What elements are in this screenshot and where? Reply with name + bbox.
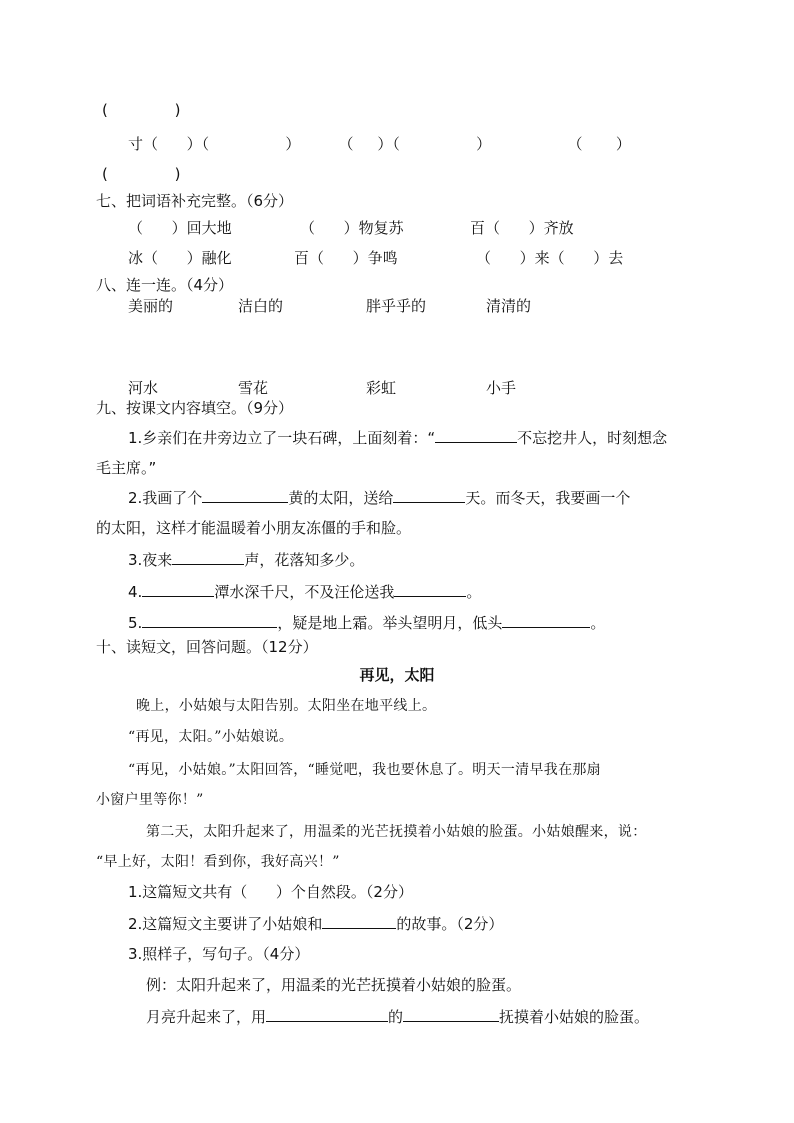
- fill-blank[interactable]: [322, 914, 396, 929]
- q9-sentence-1-cont: 毛主席。”: [96, 459, 157, 477]
- imitate-sentence: [146, 1007, 649, 1027]
- fill-blank[interactable]: [403, 1007, 499, 1022]
- q9-sentence-5: [128, 613, 605, 633]
- q6-line1: ( ): [102, 101, 181, 119]
- fill-blank[interactable]: [202, 488, 288, 503]
- q7-word-6: （ ）来（ ）去: [476, 249, 624, 267]
- fill-blank[interactable]: [142, 613, 277, 628]
- fill-blank[interactable]: [502, 613, 590, 628]
- q9-s2-text: 黄的太阳，送给: [288, 489, 394, 507]
- fill-blank[interactable]: [394, 582, 466, 597]
- q8-bottom-item: 小手: [486, 379, 517, 397]
- fill-blank[interactable]: [142, 582, 214, 597]
- story-paragraph-3-cont: 小窗户里等你！”: [96, 792, 204, 808]
- story-paragraph-1: 晚上，小姑娘与太阳告别。太阳坐在地平线上。: [136, 698, 437, 714]
- q9-s5-text: 5.: [128, 614, 143, 632]
- q8-top-item: 胖乎乎的: [366, 297, 427, 315]
- q9-sentence-1: [128, 428, 667, 448]
- q9-s3-text: 3.夜来: [128, 551, 173, 569]
- q9-s5-text: ，疑是地上霜。举头望明月，低头: [277, 614, 503, 632]
- q10-question-1: 1.这篇短文共有（ ）个自然段。（2分）: [128, 883, 413, 901]
- imitate-text: 抚摸着小姑娘的脸蛋。: [499, 1008, 650, 1026]
- story-paragraph-2: “再见，太阳。”小姑娘说。: [128, 729, 294, 745]
- q9-s1-text: 不忘挖井人，时刻想念: [517, 429, 668, 447]
- q7-word-5: 百（ ）争鸣: [294, 249, 398, 267]
- q10-question-2: [128, 914, 503, 934]
- example-sentence: 例：太阳升起来了，用温柔的光芒抚摸着小姑娘的脸蛋。: [146, 976, 522, 994]
- q8-top-item: 洁白的: [238, 297, 284, 315]
- q10-q2-text: 的故事。（2分）: [396, 915, 504, 933]
- story-paragraph-4-cont: “早上好，太阳！看到你，我好高兴！”: [96, 854, 340, 870]
- imitate-text: 月亮升起来了，用: [146, 1008, 267, 1026]
- fill-blank[interactable]: [266, 1007, 388, 1022]
- q7-heading: 七、把词语补充完整。（6分）: [96, 192, 294, 210]
- q9-sentence-2-cont: 的太阳，这样才能温暖着小朋友冻僵的手和脸。: [96, 519, 412, 537]
- story-paragraph-4: 第二天，太阳升起来了，用温柔的光芒抚摸着小姑娘的脸蛋。小姑娘醒来，说：: [146, 824, 647, 840]
- q9-sentence-4: [128, 582, 481, 602]
- q9-sentence-3: [128, 550, 364, 570]
- q9-s3-text: 声，花落知多少。: [244, 551, 365, 569]
- q9-s4-text: 4.: [128, 583, 143, 601]
- q8-bottom-item: 雪花: [238, 379, 269, 397]
- q9-s2-text: 天。而冬天，我要画一个: [465, 489, 631, 507]
- q9-s4-text: 潭水深千尺，不及汪伦送我: [214, 583, 395, 601]
- q8-bottom-item: 彩虹: [366, 379, 397, 397]
- q10-q2-text: 2.这篇短文主要讲了小姑娘和: [128, 915, 323, 933]
- q9-sentence-2: [128, 488, 630, 508]
- q8-top-item: 清清的: [486, 297, 532, 315]
- q8-top-item: 美丽的: [128, 297, 174, 315]
- q7-word-4: 冰（ ）融化: [128, 249, 232, 267]
- q10-heading: 十、读短文，回答问题。（12分）: [96, 638, 318, 656]
- q10-question-3: 3.照样子，写句子。（4分）: [128, 945, 310, 963]
- q9-heading: 九、按课文内容填空。（9分）: [96, 399, 294, 417]
- story-paragraph-3: “再见，小姑娘。”太阳回答，“睡觉吧，我也要休息了。明天一清早我在那扇: [128, 762, 601, 778]
- q8-heading: 八、连一连。（4分）: [96, 276, 234, 294]
- fill-blank[interactable]: [393, 488, 465, 503]
- q9-s2-text: 2.我画了个: [128, 489, 203, 507]
- q9-s1-text: 1.乡亲们在井旁边立了一块石碑，上面刻着：“: [128, 429, 436, 447]
- q9-s4-text: 。: [466, 583, 482, 601]
- story-title: 再见，太阳: [359, 666, 435, 684]
- q7-word-2: （ ）物复苏: [300, 219, 404, 237]
- q7-word-1: （ ）回大地: [128, 219, 232, 237]
- q6-line3: ( ): [102, 165, 181, 183]
- q9-s5-text: 。: [590, 614, 606, 632]
- q8-bottom-item: 河水: [128, 379, 159, 397]
- fill-blank[interactable]: [172, 550, 244, 565]
- q7-word-3: 百（ ）齐放: [470, 219, 574, 237]
- fill-blank[interactable]: [435, 428, 517, 443]
- imitate-text: 的: [388, 1008, 404, 1026]
- q6-line2: 寸（ ）（ ） （ ）（ ） （ ）: [128, 135, 631, 153]
